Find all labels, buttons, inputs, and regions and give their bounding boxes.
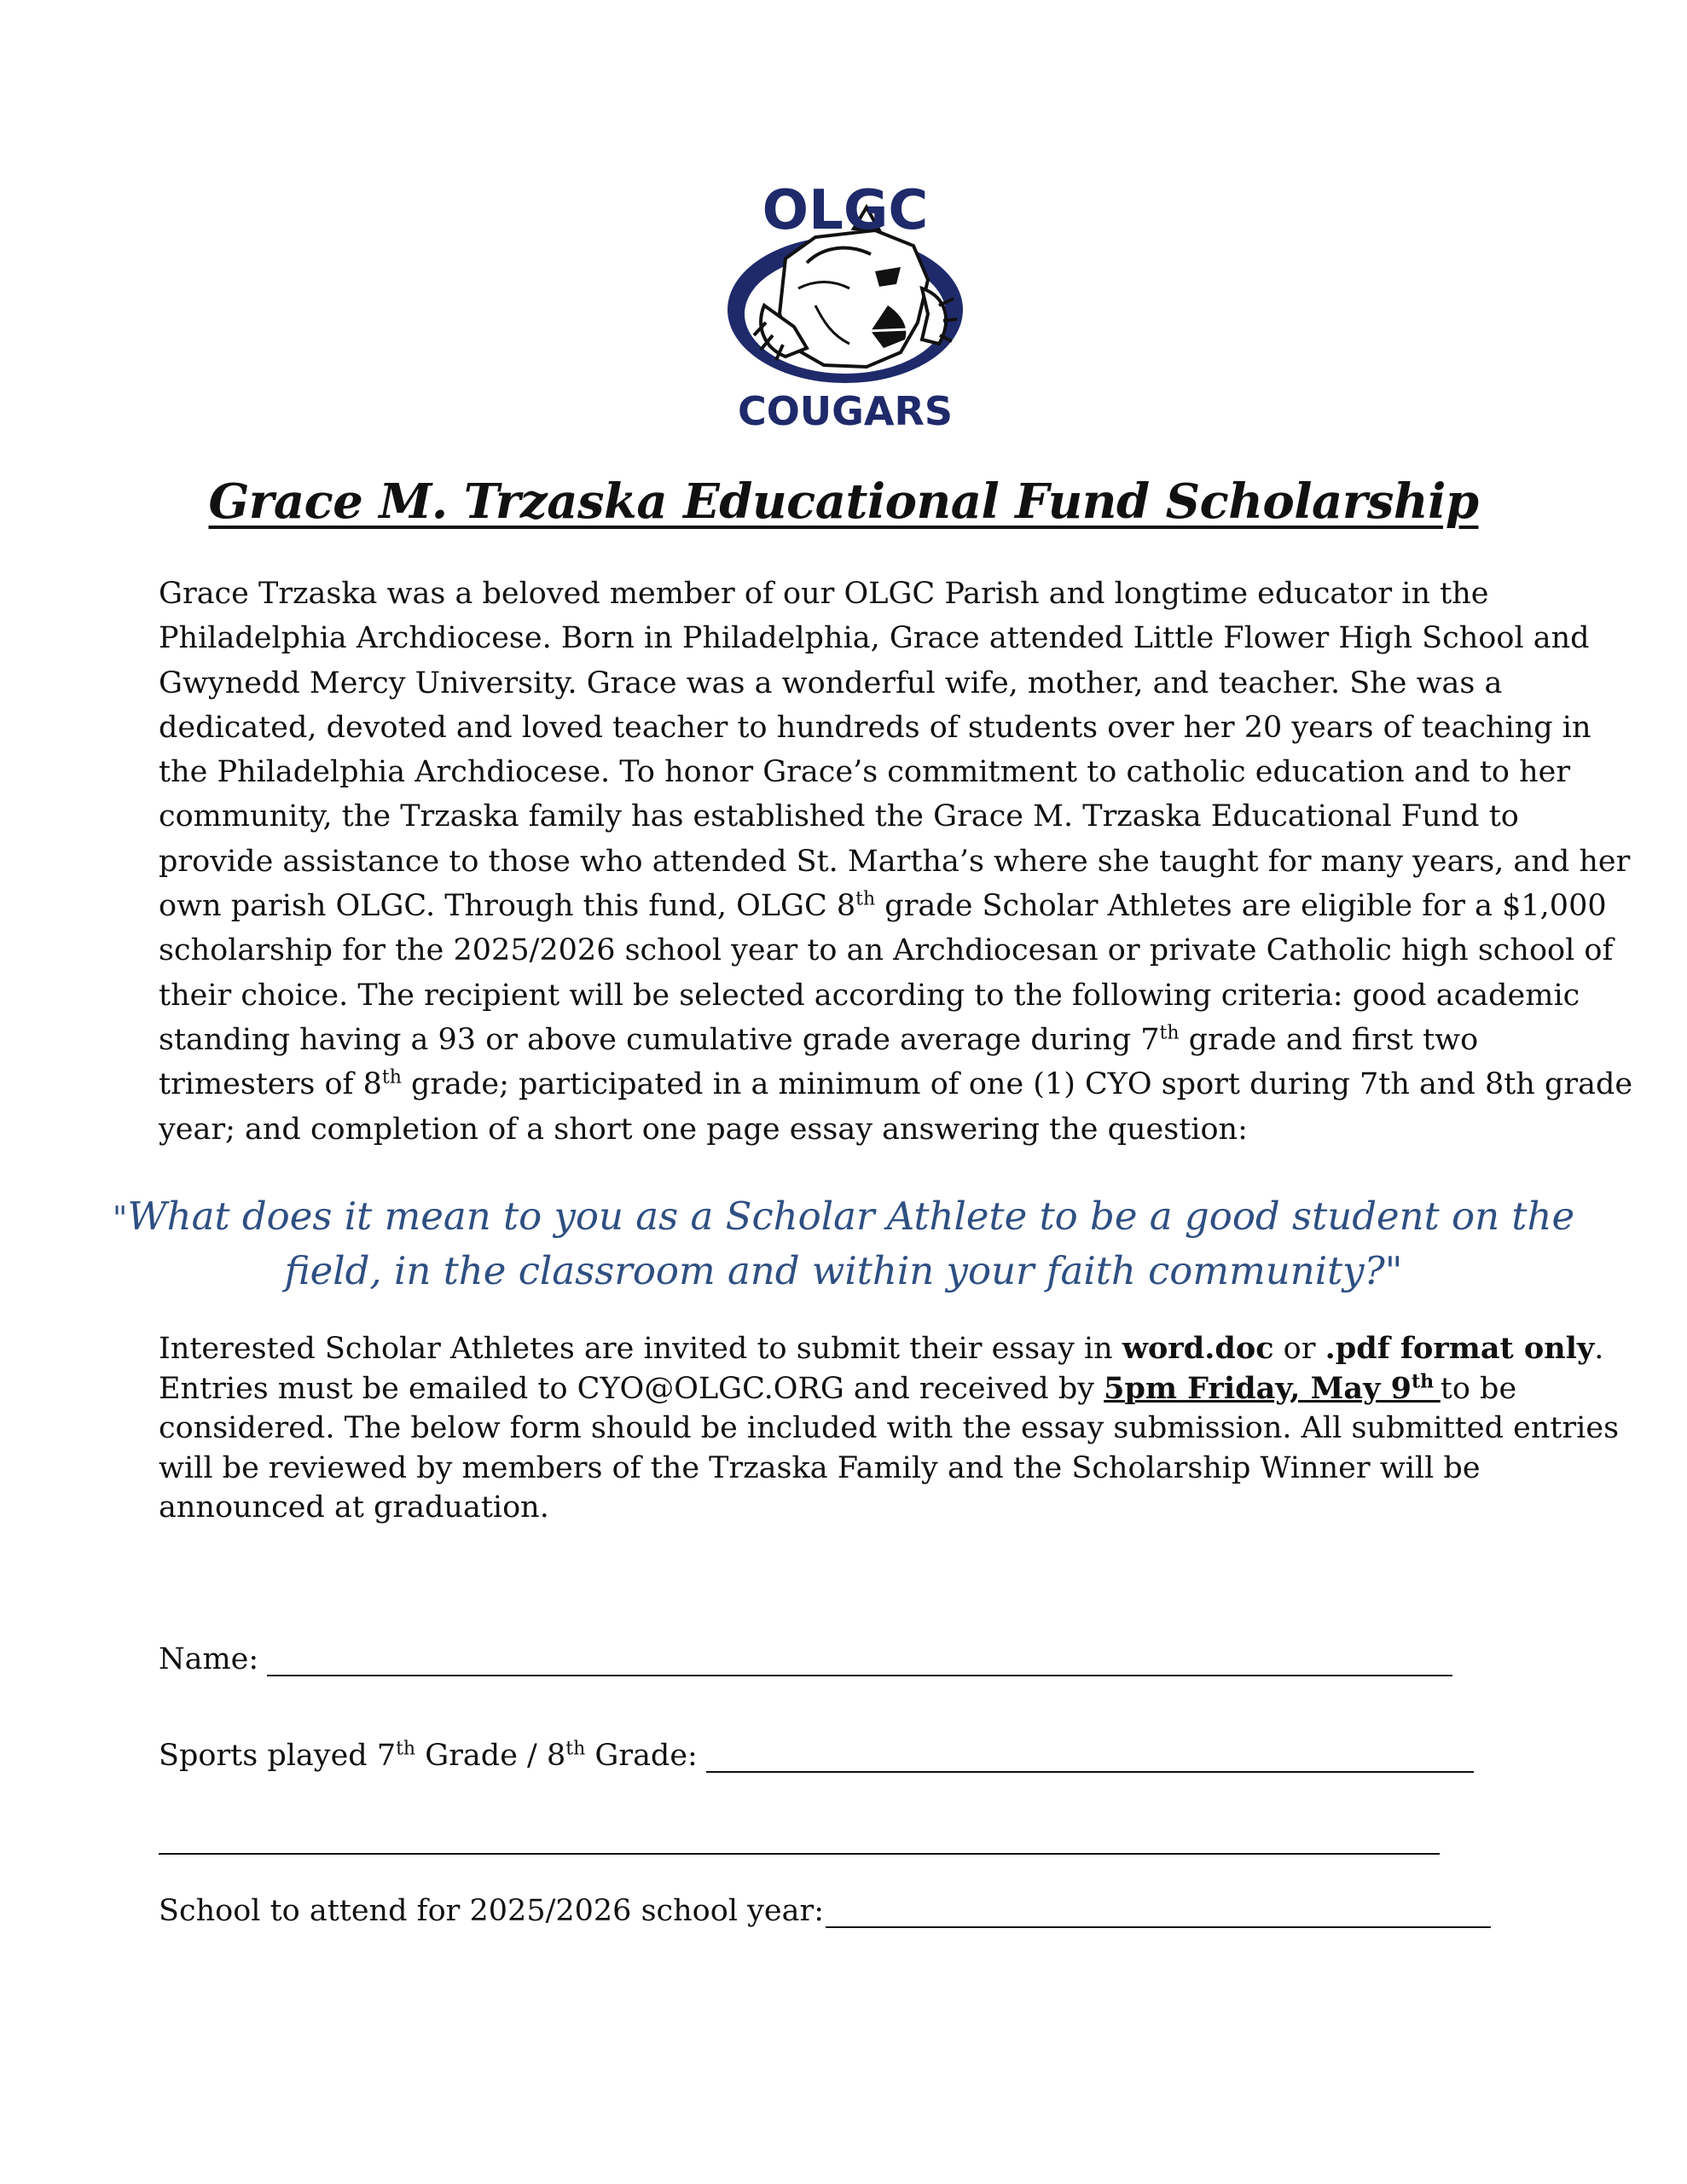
name-blank[interactable] <box>267 1644 1452 1676</box>
instruction-line: announced at graduation. <box>159 1490 549 1525</box>
name-label: Name: <box>159 1642 259 1676</box>
description-line: the Philadelphia Archdiocese. To honor Grace’s commitment to catholic education and to her <box>159 755 1571 790</box>
description-line: trimesters of 8th grade; participated in a minimum of one (1) CYO sport during 7th and 8th grade <box>159 1066 1633 1102</box>
name-field <box>159 1642 1452 1676</box>
sports-blank-continued[interactable] <box>159 1853 1440 1855</box>
deadline: 5pm Friday, May 9th <box>1104 1369 1441 1406</box>
description-line: Grace Trzaska was a beloved member of our OLGC Parish and longtime educator in the <box>159 577 1489 611</box>
scholarship-description <box>159 572 1633 1152</box>
description-line: their choice. The recipient will be selected according to the following criteria: good academic <box>159 978 1580 1013</box>
submission-instructions <box>159 1329 1620 1528</box>
school-blank[interactable] <box>826 1896 1491 1928</box>
sports-label: Sports played 7th Grade / 8th Grade: <box>159 1738 698 1773</box>
school-label: School to attend for 2025/2026 school year: <box>159 1894 825 1928</box>
description-line: provide assistance to those who attended St. Martha’s where she taught for many years, and her <box>159 844 1631 879</box>
olgc-cougars-logo <box>704 177 986 433</box>
description-line: scholarship for the 2025/2026 school year to an Archdiocesan or private Catholic high school of <box>159 933 1614 968</box>
description-line: Philadelphia Archdiocese. Born in Philadelphia, Grace attended Little Flower High School and <box>159 621 1590 656</box>
ordinal-suffix: th <box>855 888 876 910</box>
essay-question-line: "What does it mean to you as a Scholar Athlete to be a good student on the <box>112 1194 1575 1239</box>
description-line: Gwynedd Mercy University. Grace was a wonderful wife, mother, and teacher. She was a <box>159 665 1503 700</box>
description-line: dedicated, devoted and loved teacher to hundreds of students over her 20 years of teaching in <box>159 710 1591 745</box>
sports-field <box>159 1739 1474 1773</box>
format-pdf: .pdf format only <box>1325 1331 1595 1366</box>
ordinal-suffix: th <box>1159 1022 1180 1044</box>
format-word: word.doc <box>1122 1331 1274 1366</box>
essay-question <box>0 1190 1687 1297</box>
instruction-line: considered. The below form should be included with the essay submission. All submitted entries <box>159 1411 1620 1445</box>
description-line: standing having a 93 or above cumulative grade average during 7th grade and first two <box>159 1022 1479 1057</box>
description-line: year; and completion of a short one page essay answering the question: <box>159 1112 1248 1147</box>
sports-blank[interactable] <box>706 1740 1474 1773</box>
school-field <box>159 1894 1491 1928</box>
logo-bottom-text: COUGARS <box>737 388 954 433</box>
page-title: Grace M. Trzaska Educational Fund Scholarship <box>208 473 1479 530</box>
instruction-line: will be reviewed by members of the Trzaska Family and the Scholarship Winner will be <box>159 1450 1481 1485</box>
instruction-line: Entries must be emailed to CYO@OLGC.ORG and received by 5pm Friday, May 9th to be <box>159 1369 1517 1406</box>
description-line: community, the Trzaska family has established the Grace M. Trzaska Educational Fund to <box>159 799 1519 834</box>
ordinal-suffix: th <box>381 1066 402 1089</box>
open-quote-mark: " <box>112 1199 128 1237</box>
essay-question-line: field, in the classroom and within your faith community?" <box>284 1248 1403 1293</box>
logo-top-text: OLGC <box>762 179 929 242</box>
description-line: own parish OLGC. Through this fund, OLGC 8th grade Scholar Athletes are eligible for a $1,000 <box>159 888 1607 924</box>
instruction-line: Interested Scholar Athletes are invited to submit their essay in word.doc or .pdf format only. <box>159 1331 1604 1366</box>
